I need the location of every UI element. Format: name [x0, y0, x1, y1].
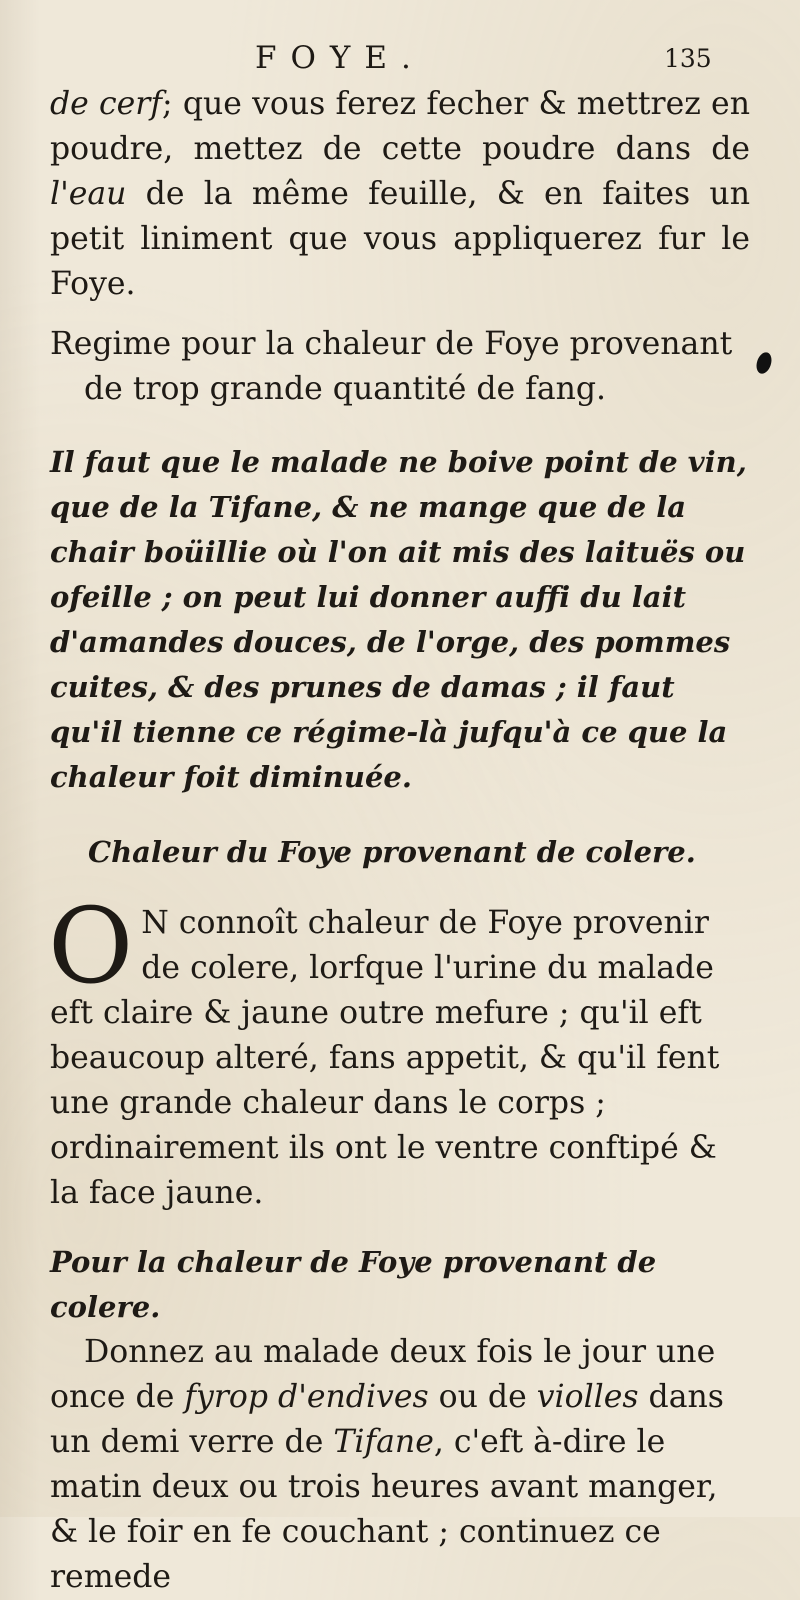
- text-run: de la même feuille, & en faites un petit liniment que vous appliquerez fur le Foye.: [50, 176, 750, 302]
- text-run: ; que vous ferez fecher & mettrez en poudre, mettez de cette poudre dans de: [50, 86, 750, 167]
- liniment-paragraph: [50, 82, 750, 307]
- drop-capital: O: [48, 885, 134, 1007]
- text-run: , c'eft à-dire le matin deux ou trois heures avant manger, & le foir en fe couchant ; continuez ce remede: [50, 1424, 718, 1595]
- text-run: N connoît chaleur de Foye provenir de colere, lorfque l'urine du malade eft claire & jaune outre mefure ; qu'il eft beaucoup alteré, fans appetit, & qu'il fent une grande chaleur dans le corps ; ordinairement ils ont le ventre conftipé & la face jaune.: [50, 905, 720, 1211]
- text-run: dans un demi verre de: [50, 1379, 724, 1460]
- ink-blot-mark: [754, 350, 774, 375]
- page-header: [0, 40, 800, 80]
- body-text: [50, 82, 750, 1600]
- italic-term: violles: [536, 1379, 639, 1415]
- remedy-paragraph: [50, 1330, 750, 1600]
- italic-term: l'eau: [50, 176, 127, 212]
- page-number: 135: [664, 44, 712, 73]
- running-head: FOYE.: [255, 40, 425, 76]
- italic-term: de cerf: [50, 86, 163, 122]
- text-run: Donnez au malade deux fois le jour une once de: [50, 1334, 716, 1415]
- italic-term: Tifane: [333, 1424, 434, 1460]
- pour-heading: Pour la chaleur de Foye provenant de colere.: [50, 1245, 657, 1324]
- italic-term: fyrop d'endives: [184, 1379, 429, 1415]
- colere-heading: Chaleur du Foye provenant de colere.: [88, 835, 696, 869]
- regime-heading: Regime pour la chaleur de Foye provenant de trop grande quantité de fang.: [50, 326, 733, 407]
- text-run: ou de: [428, 1379, 537, 1415]
- colere-paragraph: [48, 885, 750, 1216]
- regime-paragraph: Il faut que le malade ne boive point de vin, que de la Tifane, & ne mange que de la chair boüillie où l'on ait mis des laituës ou ofeille ; on peut lui donner auffi du lait d'amandes douces, de l'orge, des pommes cuites, & des prunes de damas ; il faut qu'il tienne ce régime-là jufqu'à ce que la chaleur foit diminuée.: [50, 445, 747, 794]
